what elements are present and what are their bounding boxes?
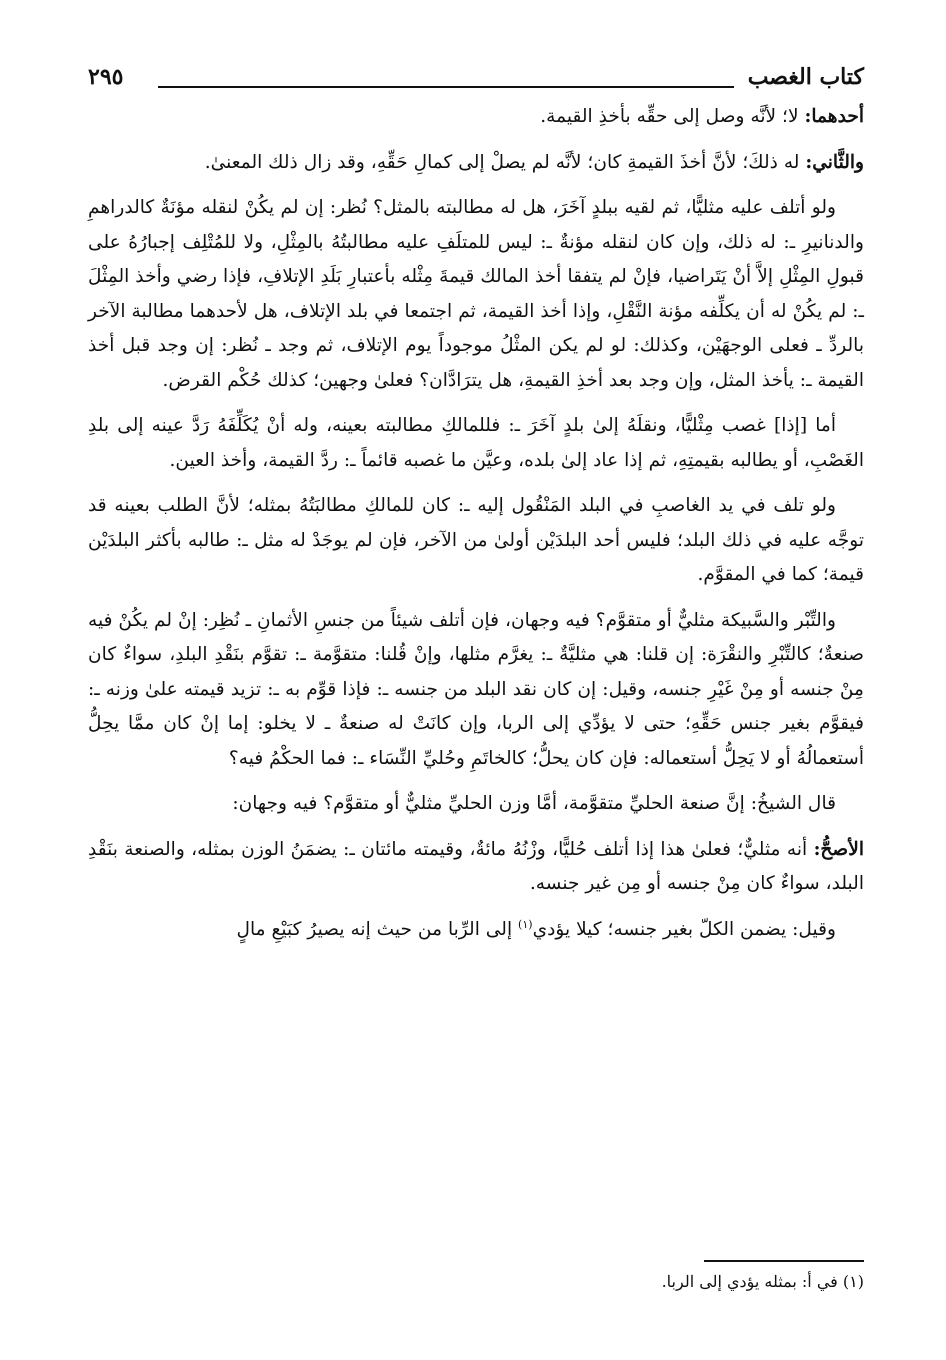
chapter-title: كتاب الغصب bbox=[747, 64, 864, 90]
paragraph-4 bbox=[88, 408, 864, 478]
paragraph-text: أما [إذا] غصب مِثْليًّا، ونقلَهُ إلىٰ بلدٍ آخَرَ ـ: فللمالكِ مطالبته بعينه، وله أنْ يُكَلِّفَهُ رَدَّ عينه إلى بلدِ الغَصْبِ، أو يطالبه بقيمتِهِ، ثم إذا عاد إلىٰ بلده، وعيَّن ما غصبه قائماً ـ: ردَّ القيمة، وأخذ العين. bbox=[88, 415, 864, 471]
text-body bbox=[88, 100, 864, 947]
page-number: ٢٩٥ bbox=[88, 64, 124, 90]
paragraph-6 bbox=[88, 603, 864, 777]
paragraph-lead: الأصحُّ: bbox=[813, 838, 864, 860]
footnote-mark: (١) bbox=[518, 917, 533, 931]
paragraph-text: ولو تلف في يد الغاصبِ في البلد المَنْقُول إليه ـ: كان للمالكِ مطالبَتُهُ بمثله؛ لأنَّ الطلب بعينه قد توجَّه عليه في ذلك البلد؛ فليس أحد البلدَيْن أولىٰ من الآخر، فإن لم يوجَدْ له مثل ـ: طالبه بأكثر البلدَيْن قيمة؛ كما في المقوَّم. bbox=[88, 495, 864, 585]
paragraph-5 bbox=[88, 488, 864, 593]
paragraph-9 bbox=[88, 912, 864, 948]
paragraph-text: وقيل: يضمن الكلّ بغير جنسه؛ كيلا يؤدي bbox=[532, 918, 836, 940]
paragraph-2 bbox=[88, 145, 864, 181]
paragraph-8 bbox=[88, 832, 864, 902]
header-rule bbox=[158, 86, 734, 88]
paragraph-text: لا؛ لأنَّه وصل إلى حقِّه بأخذِ القيمة. bbox=[540, 106, 805, 127]
paragraph-3 bbox=[88, 190, 864, 398]
footnote-rule bbox=[704, 1260, 864, 1262]
paragraph-lead: والثَّاني: bbox=[805, 151, 864, 173]
paragraph-text: أنه مثليٌّ؛ فعلىٰ هذا إذا أتلف حُليًّا، وزْنُهُ مائةٌ، وقيمته مائتان ـ: يضمَنُ الوزن بمثله، والصنعة بنَقْدِ البلد، سواءٌ كان مِنْ جنسه أو مِن غير جنسه. bbox=[88, 838, 864, 894]
paragraph-1 bbox=[88, 100, 864, 135]
footnote: (١) في أ: بمثله يؤدي إلى الربا. bbox=[661, 1272, 864, 1291]
paragraph-text: والتِّبْر والسَّبيكة مثليٌّ أو متقوَّم؟ فيه وجهان، فإن أتلف شيئاً من جنسِ الأثمانِ ـ نُظِر: إنْ لم يكُنْ فيه صنعةٌ؛ كالتِّبْرِ والنقْرَة: إن قلنا: هي مثليَّةٌ ـ: يغرَّم مثلها، وإنْ قُلنا: متقوَّمة ـ: تقوَّم بنَقْدِ البلدِ، سواءٌ كان مِنْ جنسه أو مِنْ غَيْرِ جنسه، وقيل: إن كان نقد البلد من جنسه ـ: فإذا قوِّم به ـ: تزيد قيمته علىٰ وزنه ـ: فيقوَّم بغير جنس حَقِّهِ؛ حتى لا يؤدِّي إلى الربا، وإن كانَتْ له صنعةٌ ـ لا يخلو: إما إنْ كان ممَّا يحِلُّ أستعمالُهُ أو لا يَحِلُّ أستعماله: فإن كان يحلُّ؛ كالخاتَمِ وحُليِّ النِّسَاء ـ: فما الحكْمُ فيه؟ bbox=[88, 609, 864, 769]
page-header bbox=[88, 60, 864, 100]
paragraph-text: قال الشيخُ: إنَّ صنعة الحليِّ متقوَّمة، أمَّا وزن الحليِّ مثليٌّ أو متقوَّم؟ فيه وجهان: bbox=[232, 793, 836, 814]
paragraph-lead: أحدهما: bbox=[804, 106, 864, 127]
paragraph-text: له ذلكَ؛ لأنَّ أخذَ القيمةِ كان؛ لأنَّه لم يصلْ إلى كمالِ حَقِّهِ، وقد زال ذلك المعنىٰ. bbox=[204, 151, 806, 173]
document-page bbox=[88, 60, 864, 1330]
paragraph-text: إلى الرِّبا من حيث إنه يصيرُ كبَيْعِ مالٍ bbox=[236, 918, 519, 940]
paragraph-7 bbox=[88, 786, 864, 822]
paragraph-text: ولو أتلف عليه مثليًّا، ثم لقيه ببلدٍ آخَرَ، هل له مطالبته بالمثل؟ نُظر: إن لم يكُنْ لنقله مؤنَةٌ كالدراهمِ والدنانيرِ ـ: له ذلك، وإن كان لنقله مؤنةٌ ـ: ليس للمتلَفِ عليه مطالبتُهُ بالمِثْلِ، ولا للمُتْلِف إجبارُهُ على قبولِ المِثْلِ إلاَّ أنْ يَتَراضيا، فإنْ لم يتفقا أخذ المالك قيمةَ مِثْله بأعتبارِ بَلَدِ الإتلافِ، فإذا رضي وأخذ المِثْلَ ـ: لم يكُنْ له أن يكلِّفه مؤنة النَّقْلِ، وإذا أخذ القيمة، ثم اجتمعا في بلد الإتلاف، هل لأحدهما مطالبة الآخر بالردِّ ـ فعلى الوجهَيْن، وكذلك: لو لم يكن المثْلُ موجوداً يوم الإتلاف، ثم وجد ـ نُظر: إن وجد قبل أخذ القيمة ـ: يأخذ المثل، وإن وجد بعد أخذِ القيمةِ، هل يترَادَّان؟ فعلىٰ وجهين؛ كذلك حُكْم القرض. bbox=[88, 197, 864, 391]
